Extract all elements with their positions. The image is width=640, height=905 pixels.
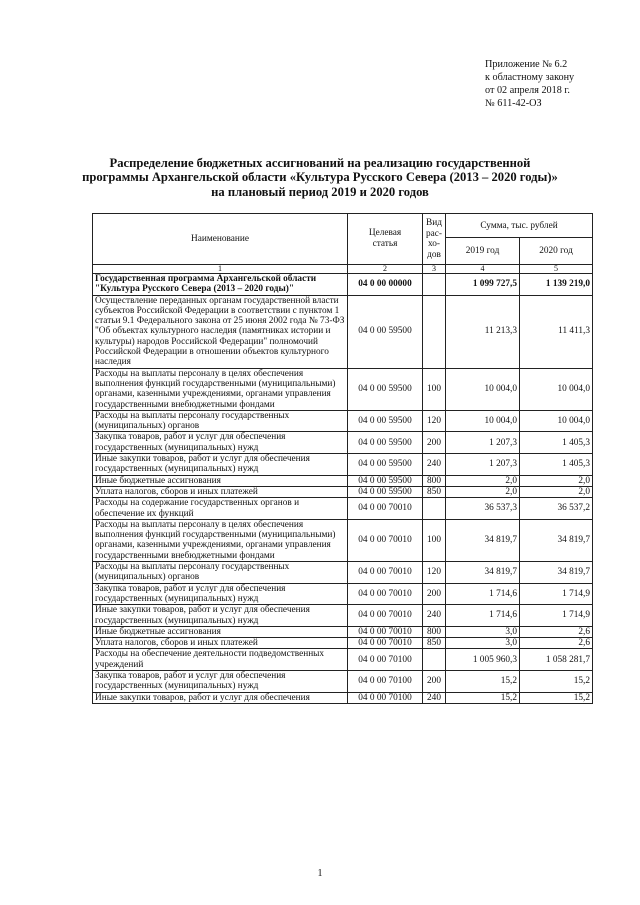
header-vid-line1: Вид — [426, 218, 442, 228]
row-code: 04 0 00 70010 — [348, 626, 423, 637]
row-sum-2020: 10 004,0 — [520, 410, 593, 432]
header-year-2020: 2020 год — [520, 238, 593, 265]
header-expense-type — [423, 214, 446, 265]
row-sum-2020: 1 405,3 — [520, 432, 593, 454]
row-code: 04 0 00 59500 — [348, 368, 423, 410]
row-sum-2020: 36 537,2 — [520, 498, 593, 520]
header-vid-line4: дов — [427, 249, 441, 260]
table-row — [93, 562, 593, 584]
title-line: на плановый период 2019 и 2020 годов — [211, 184, 429, 199]
table-row — [93, 475, 593, 486]
row-vid: 120 — [423, 562, 446, 584]
row-sum-2020: 2,6 — [520, 626, 593, 637]
table-row — [93, 498, 593, 520]
table-row — [93, 295, 593, 368]
row-name: Иные бюджетные ассигнования — [93, 475, 348, 486]
row-vid: 850 — [423, 486, 446, 497]
column-number: 2 — [348, 265, 423, 274]
row-sum-2019: 1 714,6 — [446, 605, 520, 627]
row-code: 04 0 00 70100 — [348, 670, 423, 692]
row-sum-2020: 1 405,3 — [520, 454, 593, 476]
row-vid: 850 — [423, 638, 446, 649]
row-sum-2020: 2,6 — [520, 638, 593, 649]
row-code: 04 0 00 59500 — [348, 432, 423, 454]
row-sum-2020: 1 714,9 — [520, 583, 593, 605]
row-sum-2019: 10 004,0 — [446, 410, 520, 432]
row-code: 04 0 00 70010 — [348, 519, 423, 561]
row-code: 04 0 00 70010 — [348, 638, 423, 649]
table-row — [93, 368, 593, 410]
row-sum-2019: 15,2 — [446, 670, 520, 692]
row-vid: 200 — [423, 432, 446, 454]
header-year-2019: 2019 год — [446, 238, 520, 265]
row-code: 04 0 00 70010 — [348, 498, 423, 520]
page-number: 1 — [317, 868, 323, 879]
row-vid: 120 — [423, 410, 446, 432]
table-row — [93, 274, 593, 296]
row-name: Осуществление переданных органам государственной власти субъектов Российской Федерации в соответствии с пунктом 1 статьи 9.1 Федерального закона от 25 июня 2002 года № 73-ФЗ "Об объектах культурного наследия (памятниках истории и культуры) народов Российской Федерации" полномочий Российской Федерации в отношении объектов культурного наследия — [93, 295, 348, 368]
header-name: Наименование — [93, 214, 348, 265]
row-sum-2019: 1 005 960,3 — [446, 649, 520, 671]
row-vid: 240 — [423, 605, 446, 627]
row-code: 04 0 00 70010 — [348, 605, 423, 627]
row-code: 04 0 00 70100 — [348, 692, 423, 703]
row-sum-2019: 2,0 — [446, 475, 520, 486]
row-sum-2019: 34 819,7 — [446, 519, 520, 561]
row-sum-2020: 2,0 — [520, 486, 593, 497]
row-sum-2019: 1 207,3 — [446, 454, 520, 476]
table-row — [93, 432, 593, 454]
table-row — [93, 410, 593, 432]
row-name: Расходы на выплаты персоналу в целях обеспечения выполнения функций государственными (муниципальными) органами, казенными учреждениями, органами управления государственными внебюджетными фондами — [93, 519, 348, 561]
row-sum-2020: 1 058 281,7 — [520, 649, 593, 671]
row-vid: 100 — [423, 368, 446, 410]
header-vid-line3: хо- — [427, 239, 441, 249]
header-target-article — [348, 214, 423, 265]
table-row — [93, 638, 593, 649]
row-name: Расходы на выплаты персоналу государственных (муниципальных) органов — [93, 562, 348, 584]
row-sum-2019: 11 213,3 — [446, 295, 520, 368]
table-row — [93, 486, 593, 497]
annex-line: к областному закону — [485, 72, 575, 83]
row-name: Иные закупки товаров, работ и услуг для обеспечения — [93, 692, 348, 703]
table-row — [93, 519, 593, 561]
budget-table — [92, 213, 593, 704]
row-sum-2020: 34 819,7 — [520, 562, 593, 584]
title-line: Распределение бюджетных ассигнований на реализацию государственной — [109, 156, 531, 170]
row-vid: 800 — [423, 475, 446, 486]
column-number: 5 — [520, 265, 593, 274]
row-sum-2020: 1 714,9 — [520, 605, 593, 627]
row-name: Закупка товаров, работ и услуг для обеспечения государственных (муниципальных) нужд — [93, 583, 348, 605]
row-vid: 800 — [423, 626, 446, 637]
row-vid: 200 — [423, 583, 446, 605]
row-name: Закупка товаров, работ и услуг для обеспечения государственных (муниципальных) нужд — [93, 670, 348, 692]
row-name: Иные закупки товаров, работ и услуг для обеспечения государственных (муниципальных) нужд — [93, 454, 348, 476]
row-code: 04 0 00 70100 — [348, 649, 423, 671]
header-code-line1: Целевая — [368, 228, 402, 238]
table-row — [93, 649, 593, 671]
table-row — [93, 583, 593, 605]
table-row — [93, 670, 593, 692]
row-vid — [423, 498, 446, 520]
row-sum-2019: 15,2 — [446, 692, 520, 703]
row-sum-2020: 2,0 — [520, 475, 593, 486]
row-sum-2019: 1 099 727,5 — [446, 274, 520, 296]
annex-line: от 02 апреля 2018 г. — [485, 85, 570, 96]
row-sum-2020: 15,2 — [520, 692, 593, 703]
row-name: Уплата налогов, сборов и иных платежей — [93, 638, 348, 649]
row-name: Расходы на выплаты персоналу в целях обеспечения выполнения функций государственными (муниципальными) органами, казенными учреждениями, органами управления государственными внебюджетными фондами — [93, 368, 348, 410]
row-sum-2020: 11 411,3 — [520, 295, 593, 368]
header-sum: Сумма, тыс. рублей — [446, 214, 593, 238]
column-number: 1 — [93, 265, 348, 274]
row-code: 04 0 00 70010 — [348, 583, 423, 605]
row-name: Иные бюджетные ассигнования — [93, 626, 348, 637]
row-code: 04 0 00 59500 — [348, 410, 423, 432]
row-code: 04 0 00 59500 — [348, 454, 423, 476]
annex-line: Приложение № 6.2 — [485, 59, 568, 70]
row-vid: 200 — [423, 670, 446, 692]
row-sum-2019: 36 537,3 — [446, 498, 520, 520]
row-sum-2020: 1 139 219,0 — [520, 274, 593, 296]
header-vid-line2: рас- — [426, 228, 442, 239]
row-vid — [423, 295, 446, 368]
row-vid: 240 — [423, 692, 446, 703]
row-vid — [423, 274, 446, 296]
row-code: 04 0 00 70010 — [348, 562, 423, 584]
row-sum-2019: 1 207,3 — [446, 432, 520, 454]
row-sum-2020: 34 819,7 — [520, 519, 593, 561]
row-sum-2019: 34 819,7 — [446, 562, 520, 584]
row-name: Расходы на выплаты персоналу государственных (муниципальных) органов — [93, 410, 348, 432]
row-vid: 240 — [423, 454, 446, 476]
table-row — [93, 454, 593, 476]
column-number: 3 — [423, 265, 446, 274]
title-line: программы Архангельской области «Культура Русского Севера (2013 – 2020 годы)» — [82, 170, 558, 185]
row-code: 04 0 00 59500 — [348, 486, 423, 497]
row-sum-2019: 2,0 — [446, 486, 520, 497]
row-name: Государственная программа Архангельской области "Культура Русского Севера (2013 – 2020 годы)" — [93, 274, 348, 296]
header-code-line2: статья — [372, 239, 398, 249]
row-sum-2020: 10 004,0 — [520, 368, 593, 410]
table-row — [93, 626, 593, 637]
row-name: Иные закупки товаров, работ и услуг для обеспечения государственных (муниципальных) нужд — [93, 605, 348, 627]
row-sum-2019: 3,0 — [446, 638, 520, 649]
row-sum-2020: 15,2 — [520, 670, 593, 692]
row-name: Расходы на содержание государственных органов и обеспечение их функций — [93, 498, 348, 520]
row-vid — [423, 649, 446, 671]
row-code: 04 0 00 00000 — [348, 274, 423, 296]
row-name: Уплата налогов, сборов и иных платежей — [93, 486, 348, 497]
row-sum-2019: 3,0 — [446, 626, 520, 637]
annex-note — [485, 58, 635, 110]
row-code: 04 0 00 59500 — [348, 295, 423, 368]
document-title — [80, 156, 560, 199]
row-name: Закупка товаров, работ и услуг для обеспечения государственных (муниципальных) нужд — [93, 432, 348, 454]
table-row — [93, 692, 593, 703]
row-code: 04 0 00 59500 — [348, 475, 423, 486]
row-name: Расходы на обеспечение деятельности подведомственных учреждений — [93, 649, 348, 671]
column-number: 4 — [446, 265, 520, 274]
row-sum-2019: 1 714,6 — [446, 583, 520, 605]
table-row — [93, 605, 593, 627]
row-vid: 100 — [423, 519, 446, 561]
row-sum-2019: 10 004,0 — [446, 368, 520, 410]
annex-line: № 611-42-ОЗ — [485, 98, 542, 109]
